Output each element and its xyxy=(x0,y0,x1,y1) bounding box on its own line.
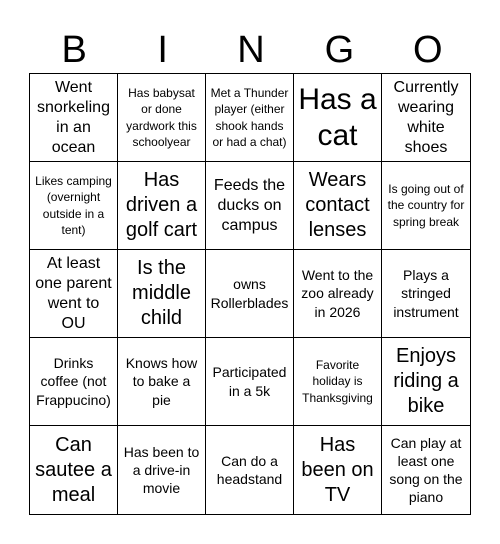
header-letter-i: I xyxy=(157,29,168,71)
bingo-cell[interactable]: Likes camping (overnight outside in a tent) xyxy=(30,162,118,250)
bingo-cell[interactable]: Has driven a golf cart xyxy=(118,162,206,250)
bingo-cell[interactable]: Can do a headstand xyxy=(206,426,294,514)
bingo-cell[interactable]: At least one parent went to OU xyxy=(30,250,118,338)
bingo-cell[interactable]: Feeds the ducks on campus xyxy=(206,162,294,250)
bingo-cell[interactable]: Has been to a drive-in movie xyxy=(118,426,206,514)
header-letter-g: G xyxy=(324,29,355,71)
bingo-cell[interactable]: owns Rollerblades xyxy=(206,250,294,338)
bingo-cell[interactable]: Can play at least one song on the piano xyxy=(389,434,463,506)
bingo-cell[interactable]: Is going out of the country for spring break xyxy=(382,162,470,250)
bingo-cell[interactable]: Drinks coffee (not Frappucino) xyxy=(30,338,118,426)
header-letter-n: N xyxy=(237,29,265,71)
bingo-grid xyxy=(29,73,471,515)
bingo-cell[interactable]: Has been on TV xyxy=(294,426,382,514)
bingo-cell[interactable]: Has babysat or done yardwork this schoolyear xyxy=(118,74,206,162)
bingo-cell[interactable]: Favorite holiday is Thanksgiving xyxy=(294,338,382,426)
bingo-cell[interactable]: Met a Thunder player (either shook hands or had a chat) xyxy=(206,74,294,162)
bingo-header xyxy=(30,26,472,74)
bingo-cell[interactable]: Enjoys riding a bike xyxy=(382,338,470,426)
bingo-cell[interactable]: Can sautee a meal xyxy=(30,426,118,514)
bingo-cell[interactable]: Went snorkeling in an ocean xyxy=(30,74,118,162)
bingo-cell[interactable]: Has a cat xyxy=(294,74,382,162)
bingo-cell[interactable]: Participated in a 5k xyxy=(206,338,294,426)
bingo-cell[interactable]: Plays a stringed instrument xyxy=(382,250,470,338)
bingo-cell[interactable]: Knows how to bake a pie xyxy=(118,338,206,426)
bingo-cell[interactable]: Currently wearing white shoes xyxy=(382,74,470,162)
header-letter-b: B xyxy=(61,29,87,71)
bingo-cell[interactable]: Is the middle child xyxy=(118,250,206,338)
bingo-cell[interactable]: Wears contact lenses xyxy=(294,162,382,250)
header-letter-o: O xyxy=(413,29,443,71)
bingo-cell[interactable]: Went to the zoo already in 2026 xyxy=(294,250,382,338)
